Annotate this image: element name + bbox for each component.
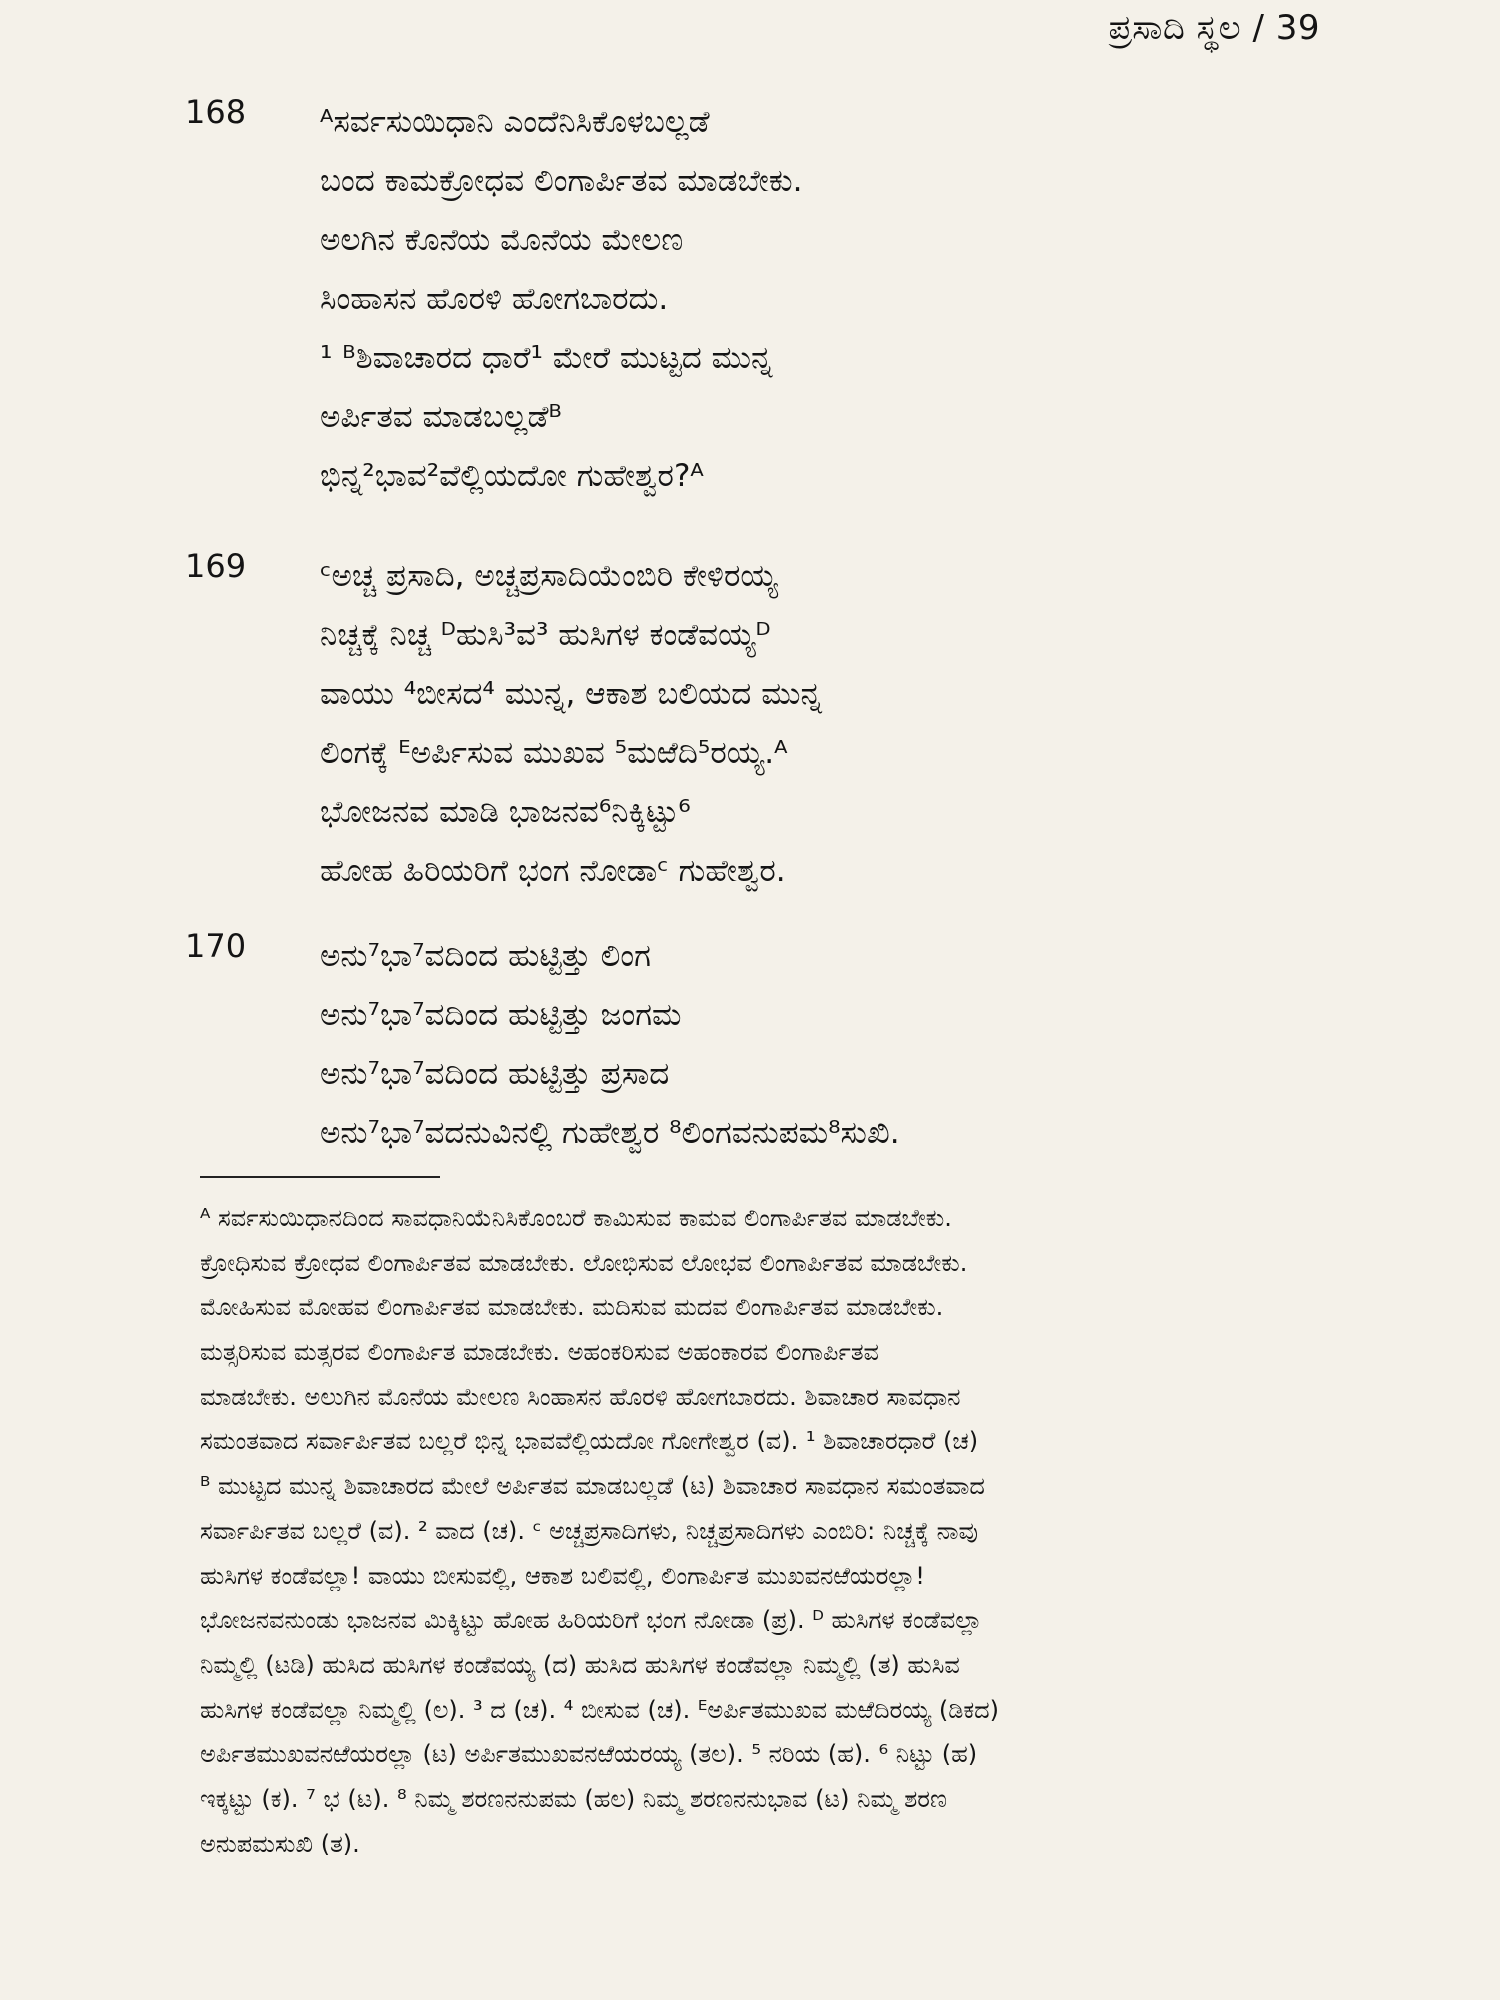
verse-line: ಅನು⁷ಭಾ⁷ವದಿಂದ ಹುಟ್ಟಿತ್ತು ಜಂಗಮ	[320, 997, 682, 1033]
footnote-line: ᴮ ಮುಟ್ಟದ ಮುನ್ನ ಶಿವಾಚಾರದ ಮೇಲೆ ಅರ್ಪಿತವ ಮಾಡಬಲ್ಲಡೆ (ಟ) ಶಿವಾಚಾರ ಸಾವಧಾನ ಸಮಂತವಾದ	[200, 1472, 985, 1501]
verse-number: 168	[185, 93, 247, 131]
footnote-line: ಅನುಪಮಸುಖಿ (ತ).	[200, 1829, 360, 1858]
footnote-line: ಹುಸಿಗಳ ಕಂಡೆವಲ್ಲಾ! ವಾಯು ಬೀಸುವಲ್ಲಿ, ಆಕಾಶ ಬಲಿವಲ್ಲಿ, ಲಿಂಗಾರ್ಪಿತ ಮುಖವನಱೆಯರಲ್ಲಾ!	[200, 1561, 925, 1590]
footnote-line: ಮಾಡಬೇಕು. ಅಲುಗಿನ ಮೊನೆಯ ಮೇಲಣ ಸಿಂಹಾಸನ ಹೊರಳಿ ಹೋಗಬಾರದು. ಶಿವಾಚಾರ ಸಾವಧಾನ	[200, 1382, 961, 1411]
verse-number: 169	[185, 547, 247, 585]
verse-line: ಅಲಗಿನ ಕೊನೆಯ ಮೊನೆಯ ಮೇಲಣ	[320, 222, 684, 258]
footnote-line: ಮೋಹಿಸುವ ಮೋಹವ ಲಿಂಗಾರ್ಪಿತವ ಮಾಡಬೇಕು. ಮದಿಸುವ ಮದವ ಲಿಂಗಾರ್ಪಿತವ ಮಾಡಬೇಕು.	[200, 1293, 944, 1322]
verse-line: ಅನು⁷ಭಾ⁷ವದಿಂದ ಹುಟ್ಟಿತ್ತು ಲಿಂಗ	[320, 938, 651, 974]
footnotes	[200, 1196, 1330, 1866]
footnote-line: ನಿಮ್ಮಲ್ಲಿ (ಟಡಿ) ಹುಸಿದ ಹುಸಿಗಳ ಕಂಡೆವಯ್ಯ (ದ) ಹುಸಿದ ಹುಸಿಗಳ ಕಂಡೆವಲ್ಲಾ ನಿಮ್ಮಲ್ಲಿ (ತ) ಹುಸಿವ	[200, 1650, 960, 1679]
footnote-line: ಹುಸಿಗಳ ಕಂಡೆವಲ್ಲಾ ನಿಮ್ಮಲ್ಲಿ (ಲ). ³ ದ (ಚ). ⁴ ಬೀಸುವ (ಚ). ᴱಅರ್ಪಿತಮುಖವ ಮಱೆದಿರಯ್ಯ (ಡಿಕದ)	[200, 1695, 1000, 1724]
running-head: ಪ್ರಸಾದಿ ಸ್ಥಲ / 39	[1108, 8, 1320, 48]
verse-line: ಹೋಹ ಹಿರಿಯರಿಗೆ ಭಂಗ ನೋಡಾᶜ ಗುಹೇಶ್ವರ.	[320, 853, 786, 889]
verse-lines	[320, 927, 900, 1163]
verse-line: ಭೋಜನವ ಮಾಡಿ ಭಾಜನವ⁶ನಿಕ್ಕಿಟ್ಟು⁶	[320, 794, 691, 830]
verse-line: ಭಿನ್ನ²ಭಾವ²ವೆಲ್ಲಿಯದೋ ಗುಹೇಶ್ವರ?ᴬ	[320, 458, 704, 494]
verse-line: ಬಂದ ಕಾಮಕ್ರೋಧವ ಲಿಂಗಾರ್ಪಿತವ ಮಾಡಬೇಕು.	[320, 163, 803, 199]
footnote-divider	[200, 1176, 440, 1178]
footnote-line: ಅರ್ಪಿತಮುಖವನಱೆಯರಲ್ಲಾ (ಟ) ಅರ್ಪಿತಮುಖವನಱೆಯರಯ್ಯ (ತಲ). ⁵ ನರಿಯ (ಹ). ⁶ ನಿಟ್ಟು (ಹ)	[200, 1740, 978, 1769]
footnote-line: ಮತ್ಸರಿಸುವ ಮತ್ಸರವ ಲಿಂಗಾರ್ಪಿತ ಮಾಡಬೇಕು. ಅಹಂಕರಿಸುವ ಅಹಂಕಾರವ ಲಿಂಗಾರ್ಪಿತವ	[200, 1338, 879, 1367]
verse-number: 170	[185, 927, 247, 965]
footnote-line: ಭೋಜನವನುಂಡು ಭಾಜನವ ಮಿಕ್ಕಿಟ್ಟು ಹೋಹ ಹಿರಿಯರಿಗೆ ಭಂಗ ನೋಡಾ (ಪ್ರ). ᴰ ಹುಸಿಗಳ ಕಂಡೆವಲ್ಲಾ	[200, 1606, 983, 1635]
verse-line: ᴬಸರ್ವಸುಯಿಧಾನಿ ಎಂದೆನಿಸಿಕೊಳಬಲ್ಲಡೆ	[320, 104, 710, 140]
verse-lines	[320, 93, 803, 506]
footnote-line: ಕ್ರೋಧಿಸುವ ಕ್ರೋಧವ ಲಿಂಗಾರ್ಪಿತವ ಮಾಡಬೇಕು. ಲೋಭಿಸುವ ಲೋಭವ ಲಿಂಗಾರ್ಪಿತವ ಮಾಡಬೇಕು.	[200, 1248, 968, 1277]
footnote-line: ಸಮಂತವಾದ ಸರ್ವಾರ್ಪಿತವ ಬಲ್ಲರೆ ಭಿನ್ನ ಭಾವವೆಲ್ಲಿಯದೋ ಗೋಗೇಶ್ವರ (ವ). ¹ ಶಿವಾಚಾರಧಾರೆ (ಚ)	[200, 1427, 979, 1456]
verse-line: ಸಿಂಹಾಸನ ಹೊರಳಿ ಹೋಗಬಾರದು.	[320, 281, 669, 317]
verse-line: ವಾಯು ⁴ಬೀಸದ⁴ ಮುನ್ನ, ಆಕಾಶ ಬಲಿಯದ ಮುನ್ನ	[320, 676, 822, 712]
verse-lines	[320, 547, 822, 901]
verse-line: ನಿಚ್ಚಕ್ಕೆ ನಿಚ್ಚ ᴰಹುಸಿ³ವ³ ಹುಸಿಗಳ ಕಂಡೆವಯ್ಯᴰ	[320, 617, 771, 653]
verse-line: ಅನು⁷ಭಾ⁷ವದಿಂದ ಹುಟ್ಟಿತ್ತು ಪ್ರಸಾದ	[320, 1056, 670, 1092]
footnote-line: ಇಕ್ಕಟ್ಟು (ಕ). ⁷ ಭ (ಟ). ⁸ ನಿಮ್ಮ ಶರಣನನುಪಮ (ಹಲ) ನಿಮ್ಮ ಶರಣನನುಭಾವ (ಟ) ನಿಮ್ಮ ಶರಣ	[200, 1784, 948, 1813]
verse-line: ಅನು⁷ಭಾ⁷ವದನುವಿನಲ್ಲಿ ಗುಹೇಶ್ವರ ⁸ಲಿಂಗವನುಪಮ⁸ಸುಖಿ.	[320, 1115, 900, 1151]
verse-line: ಅರ್ಪಿತವ ಮಾಡಬಲ್ಲಡೆᴮ	[320, 399, 562, 435]
verse-line: ᶜಅಚ್ಚ ಪ್ರಸಾದಿ, ಅಚ್ಚಪ್ರಸಾದಿಯೆಂಬಿರಿ ಕೇಳಿರಯ್ಯ	[320, 558, 778, 594]
verse-line: ¹ ᴮಶಿವಾಚಾರದ ಧಾರೆ¹ ಮೇರೆ ಮುಟ್ಟದ ಮುನ್ನ	[320, 340, 773, 376]
verse-line: ಲಿಂಗಕ್ಕೆ ᴱಅರ್ಪಿಸುವ ಮುಖವ ⁵ಮಱೆದಿ⁵ರಯ್ಯ.ᴬ	[320, 735, 788, 771]
footnote-line: ᴬ ಸರ್ವಸುಯಿಧಾನದಿಂದ ಸಾವಧಾನಿಯೆನಿಸಿಕೊಂಬರೆ ಕಾಮಿಸುವ ಕಾಮವ ಲಿಂಗಾರ್ಪಿತವ ಮಾಡಬೇಕು.	[200, 1204, 952, 1232]
footnote-line: ಸರ್ವಾರ್ಪಿತವ ಬಲ್ಲರೆ (ವ). ² ವಾದ (ಚ). ᶜ ಅಚ್ಚಪ್ರಸಾದಿಗಳು, ನಿಚ್ಚಪ್ರಸಾದಿಗಳು ಎಂಬಿರಿ: ನಿಚ್ಚಕ್ಕೆ ನಾವು	[200, 1516, 979, 1545]
